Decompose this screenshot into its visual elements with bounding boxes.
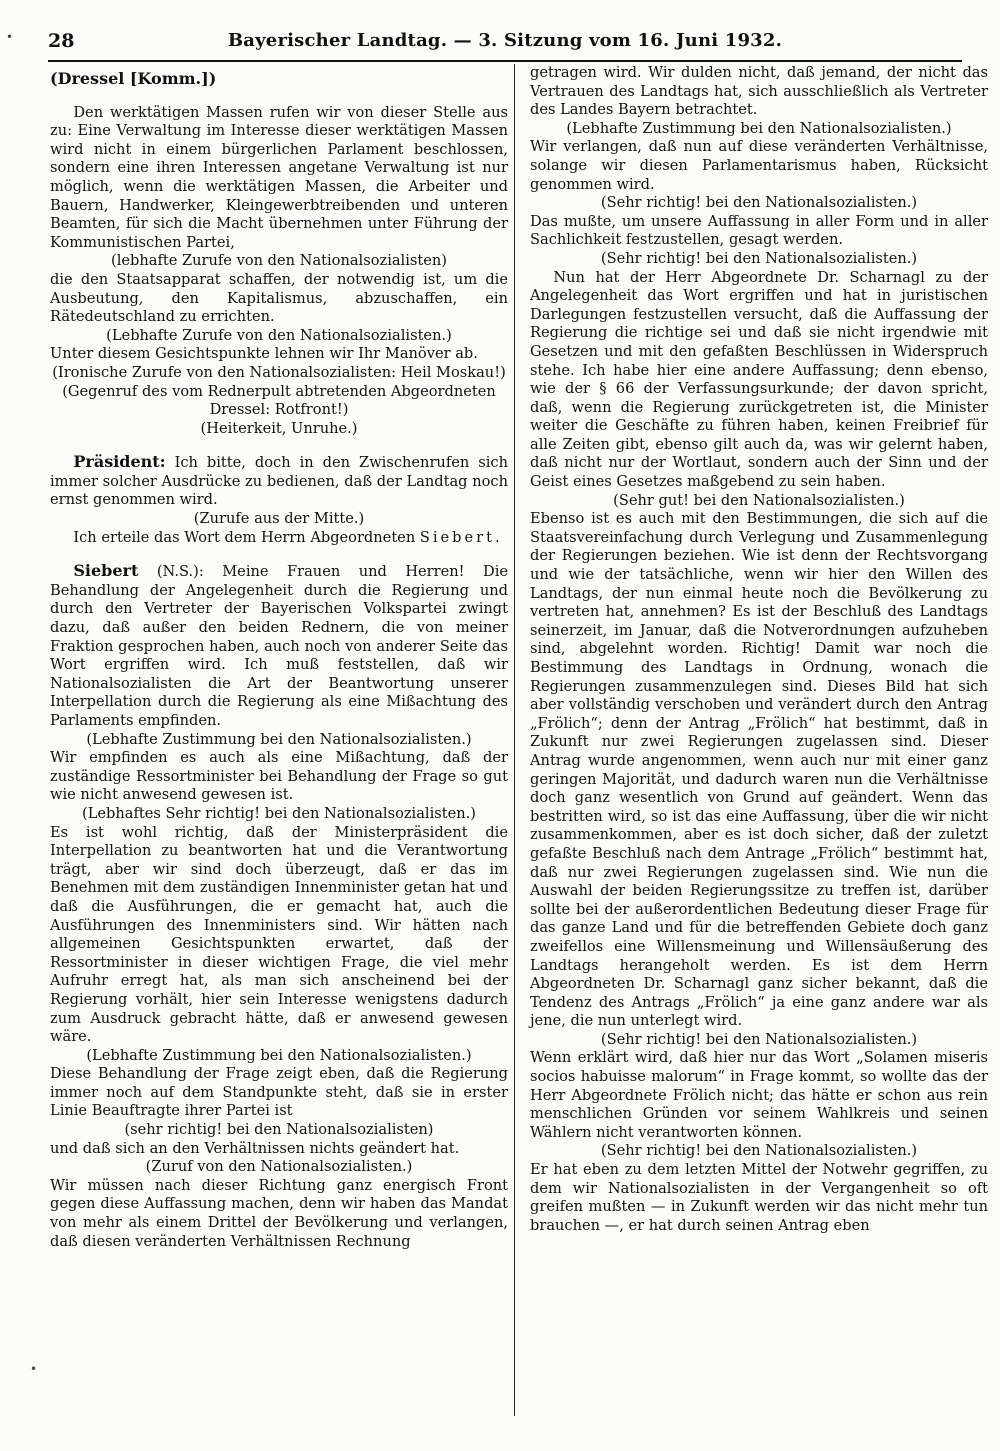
paragraph: und daß sich an den Verhältnissen nichts geändert hat.	[50, 1139, 460, 1157]
paragraph: Das mußte, um unsere Auffassung in aller Form und in aller Sachlichkeit festzustellen, gesagt werden.	[530, 212, 988, 249]
interjection: (Zurufe aus der Mitte.)	[193, 510, 365, 528]
speech-text: Ich bitte, doch in den Zwischenrufen sich immer solcher Ausdrücke zu bedienen, daß der Landtag noch ernst genommen wird.	[50, 454, 508, 509]
page-header	[48, 30, 962, 56]
paragraph: Den werktätigen Massen rufen wir von dieser Stelle aus zu: Eine Verwaltung im Interesse dieser werktätigen Massen wird nicht in einem bürgerlichen Parlament beschlossen, sondern eine ihren Interessen angetane Verwaltung ist nur möglich, wenn die werktätigen Massen, die Arbeiter und Bauern, Handwerker, Kleingewerbtreibenden und unteren Beamten, für sich die Macht übernehmen unter Führung der Kommunistischen Partei,	[50, 103, 508, 251]
interjection: (Lebhafte Zustimmung bei den Nationalsozialisten.)	[86, 730, 472, 748]
speaker-name: Präsident:	[73, 452, 166, 472]
right-column	[530, 64, 988, 1235]
margin-mark: •	[30, 1362, 38, 1376]
page-number: 28	[48, 30, 75, 52]
interjection: (Sehr richtig! bei den Nationalsozialisten.)	[600, 194, 918, 212]
interjection: (Ironische Zurufe von den Nationalsozialisten: Heil Moskau!)	[52, 363, 506, 381]
margin-mark: •	[6, 30, 14, 44]
interjection: (Gegenruf des vom Rednerpult abtretenden Abgeordneten Dressel: Rotfront!)	[62, 382, 496, 419]
paragraph: Diese Behandlung der Frage zeigt eben, daß die Regierung immer noch auf dem Standpunkte steht, daß sie in erster Linie Beauftragte ihrer Partei ist	[50, 1065, 508, 1120]
paragraph: Ich erteile das Wort dem Herrn Abgeordneten Siebert.	[73, 528, 503, 546]
interjection: (Lebhafte Zustimmung bei den Nationalsozialisten.)	[566, 119, 952, 137]
header-rule	[48, 60, 962, 62]
paragraph: Es ist wohl richtig, daß der Ministerpräsident die Interpellation zu beantworten hat und die Verantwortung trägt, aber wir sind doch überzeugt, daß er das im Benehmen mit dem zuständigen Innenminister getan hat und daß die Ausführungen, die er gemacht hat, auch die Ausführungen des Innenministers sind. Wir hätten nach allgemeinen Gesichtspunkten erwartet, daß der Ressortminister in dieser wichtigen Frage, die viel mehr Aufruhr erregt hat, als man sich anscheinend bei der Regierung vorhält, hier sein Interesse wenigstens dadurch zum Ausdruck gebracht hätte, daß er anwesend gewesen wäre.	[50, 823, 508, 1046]
paragraph: Wir verlangen, daß nun auf diese veränderten Verhältnisse, solange wir diesen Parlamentarismus haben, Rücksicht genommen wird.	[530, 138, 988, 193]
interjection: (lebhafte Zurufe von den Nationalsozialisten)	[111, 252, 447, 270]
paragraph: die den Staatsapparat schaffen, der notwendig ist, um die Ausbeutung, den Kapitalismus, abzuschaffen, ein Rätedeutschland zu errichten.	[50, 270, 508, 326]
paragraph: Unter diesem Gesichtspunkte lehnen wir Ihr Manöver ab.	[50, 345, 478, 363]
interjection: (Sehr richtig! bei den Nationalsozialisten.)	[600, 249, 918, 267]
paragraph: Wir müssen nach dieser Richtung ganz energisch Front gegen diese Auffassung machen, denn wir haben das Mandat von mehr als einem Drittel der Bevölkerung und verlangen, daß diesen veränderten Verhältnissen Rechnung	[50, 1176, 508, 1250]
speech-text: Meine Frauen und Herren! Die Behandlung der Angelegenheit durch die Regierung und durch den Vertreter der Bayerischen Volkspartei zwingt dazu, daß außer den beiden Rednern, die von meiner Fraktion gesprochen haben, auch noch von anderer Seite das Wort ergriffen wird. Ich muß feststellen, daß wir Nationalsozialisten die Art der Beantwortung unserer Interpellation durch die Regierung als eine Mißachtung des Parlaments empfinden.	[50, 563, 509, 729]
paragraph: Wir empfinden es auch als eine Mißachtung, daß der zuständige Ressortminister bei Behandlung der Frage so gut wie nicht anwesend gewesen ist.	[50, 749, 508, 804]
continued-speaker: (Dressel [Komm.])	[50, 69, 217, 88]
interjection: (Sehr richtig! bei den Nationalsozialisten.)	[600, 1030, 918, 1048]
running-title: Bayerischer Landtag. — 3. Sitzung vom 16. Juni 1932.	[227, 30, 783, 51]
column-divider	[514, 64, 515, 1416]
interjection: (Lebhafte Zustimmung bei den Nationalsozialisten.)	[86, 1046, 472, 1064]
interjection: (Sehr richtig! bei den Nationalsozialisten.)	[600, 1142, 918, 1160]
interjection: (Zuruf von den Nationalsozialisten.)	[145, 1158, 413, 1176]
speaker-party: (N.S.):	[156, 563, 204, 581]
paragraph: Nun hat der Herr Abgeordnete Dr. Scharnagl zu der Angelegenheit das Wort ergriffen und hat in juristischen Darlegungen festzustellen versucht, daß die Auffassung der Regierung die richtige sei und daß sie nicht irgendwie mit Gesetzen und mit den gefaßten Beschlüssen in Widerspruch stehe. Ich habe hier eine andere Auffassung; denn ebenso, wie der § 66 der Verfassungsurkunde; der davon spricht, daß, wenn die Regierung zurückgetreten ist, die Minister weiter die Geschäfte zu führen haben, keinen Freibrief für alle Zeiten gibt, ebenso gilt auch da, was wir gelernt haben, daß nicht nur der Wortlaut, sondern auch der Sinn und der Geist eines Gesetzes maßgebend zu sein haben.	[530, 268, 988, 491]
paragraph: getragen wird. Wir dulden nicht, daß jemand, der nicht das Vertrauen des Landtags hat, sich ausschließlich als Vertreter des Landes Bayern betrachtet.	[530, 64, 988, 119]
paragraph: Wenn erklärt wird, daß hier nur das Wort „Solamen miseris socios habuisse malorum“ in Frage kommt, so wollte das der Herr Abgeordnete Frölich nicht; das hätte er schon aus rein menschlichen Gründen vor seinem Wahlkreis und seinen Wählern nicht verantworten können.	[530, 1049, 988, 1141]
speaker-name: Siebert	[73, 561, 139, 581]
interjection: (sehr richtig! bei den Nationalsozialisten)	[124, 1121, 434, 1139]
interjection: (Heiterkeit, Unruhe.)	[200, 419, 358, 437]
speech-siebert	[50, 562, 508, 730]
left-column	[50, 64, 508, 1251]
speech-praesident	[50, 453, 508, 510]
addressed-speaker: Siebert.	[419, 528, 503, 546]
interjection: (Sehr gut! bei den Nationalsozialisten.)	[613, 491, 905, 509]
paragraph: Ebenso ist es auch mit den Bestimmungen, die sich auf die Staatsvereinfachung durch Verlegung und Zusammenlegung der Regierungen beziehen. Wie ist denn der Rechtsvorgang und wie der tatsächliche, wenn wir hier den Willen des Landtags, der nun einmal heute noch die Bevölkerung zu vertreten hat, annehmen? Es ist der Beschluß des Landtags seinerzeit, im Januar, daß die Notverordnungen aufzuheben sind, abgelehnt worden. Richtig! Damit war noch die Bestimmung des Landtags in Ordnung, wonach die Regierungen zusammenzulegen sind. Dieses Bild hat sich aber vollständig verschoben und verändert durch den Antrag „Frölich“; denn der Antrag „Frölich“ hat bestimmt, daß in Zukunft nur zwei Regierungen zugelassen sind. Dieser Antrag wurde angenommen, wenn auch nur mit einer ganz geringen Majorität, und dadurch waren nun die Verhältnisse doch ganz wesentlich von Grund auf geändert. Wenn das bestritten wird, so ist das eine Auffassung, über die wir nicht zusammenkommen, aber es ist doch sicher, daß der zuletzt gefaßte Beschluß nach dem Antrage „Frölich“ bestimmt hat, daß nur zwei Regierungen zugelassen sind. Wie nun die Auswahl der beiden Regierungssitze zu treffen ist, darüber sollte bei der außerordentlichen Bedeutung dieser Frage für das ganze Land und für die betreffenden Gebiete doch ganz zweifellos eine Willensmeinung und Willensäußerung des Landtags herangeholt werden. Es ist dem Herrn Abgeordneten Dr. Scharnagl ganz sicher bekannt, daß die Tendenz des Antrags „Frölich“ ja eine ganz andere war als jene, die nun unterlegt wird.	[530, 510, 988, 1030]
interjection: (Lebhaftes Sehr richtig! bei den Nationalsozialisten.)	[82, 804, 476, 822]
paragraph: Er hat eben zu dem letzten Mittel der Notwehr gegriffen, zu dem wir Nationalsozialisten in der Vergangenheit so oft greifen mußten — in Zukunft werden wir das nicht mehr tun brauchen —, er hat durch seinen Antrag eben	[530, 1161, 988, 1234]
interjection: (Lebhafte Zurufe von den Nationalsozialisten.)	[106, 326, 452, 344]
